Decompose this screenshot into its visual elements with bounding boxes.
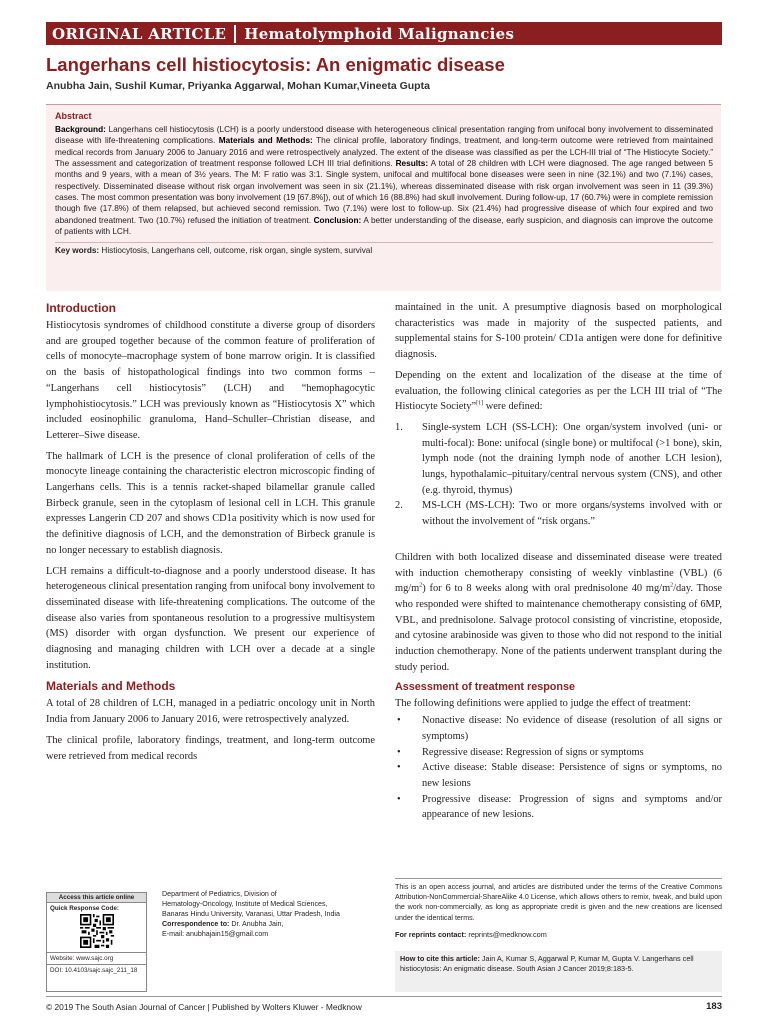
results-label: Results: <box>395 159 429 169</box>
list-number: 1. <box>395 421 403 433</box>
superscript: 2 <box>419 582 423 589</box>
page-number: 183 <box>706 1001 722 1012</box>
list-item <box>395 420 722 499</box>
email[interactable]: E-mail: anubhajain15@gmail.com <box>162 930 269 938</box>
list-text: Progressive disease: Progression of signs and symptoms and/or appearance of new lesions. <box>422 793 722 821</box>
qr-code-icon[interactable] <box>80 914 114 948</box>
open-access-notice: This is an open access journal, and articles are distributed under the terms of the Creative Commons Attribution-NonCommercial-ShareAlike 4.0 License, which allows others to remix, tweak, and build upon the work non-commercially, as long as appropriate credit is given and the new creations are licensed under the identical terms. <box>395 878 722 923</box>
doi[interactable]: DOI: 10.4103/sajc.sajc_211_18 <box>47 964 146 976</box>
treatment-text-a: Children with both localized disease and disseminated disease were treated with induction chemotherapy consisting of weekly vinblastine (VBL) (6 mg/m <box>395 551 722 595</box>
article-type: ORIGINAL ARTICLE <box>46 25 236 43</box>
methods-paragraph-2: The clinical profile, laboratory findings, treatment, and long-term outcome were retrieved from medical records <box>46 734 375 762</box>
copyright: © 2019 The South Asian Journal of Cancer | Published by Wolters Kluwer - Medknow <box>46 1002 362 1012</box>
intro-paragraph-2: The hallmark of LCH is the presence of clonal proliferation of cells of the monocyte lineage containing the characteristic electron microscopic finding of Langerhans cells. This is a tennis racket-shaped bilamellar granule called Birbeck granule, seen in the cytoplasm of lesional cell in LCH. This granule expresses Langerin CD 207 and shows CD1a positivity which is now used for the definitive diagnosis of LCH, and the demonstration of Birbeck granule is no longer necessary to establish diagnosis. <box>46 450 375 556</box>
cite-label: How to cite this article: <box>400 954 480 963</box>
keywords-label: Key words: <box>55 246 100 256</box>
results-text: A total of 28 children with LCH were diagnosed. The age ranged between 5 months and 9 years, with a mean of 3½ years. The M: F ratio was 3:1. Single system, unifocal and multifocal bone diseases were seen in nine (32.1%) and two (7.1%) cases, respectively. Disseminated disease without risk organ involvement was seen in six (21.1%), whereas disseminated disease with risk organ involvement was seen in 11 (39.3%) cases. The most common presentation was bony involvement (19 [67.8%]), out of which 16 (88.8%) had skull involvement. During follow-up, 17 (60.7%) were in complete remission though five (17.8%) of them relapsed, but achieved second remission. Two (7.1%) were lost to follow-up. Six (21.4%) had progressive disease of which four expired and two abandoned treatment. Two (10.7%) refused the initiation of treatment. <box>55 159 713 225</box>
page-footer <box>46 996 722 1019</box>
citation-ref[interactable]: [1] <box>476 400 484 407</box>
list-number: 2. <box>395 500 403 512</box>
list-item <box>395 498 722 529</box>
response-intro: The following definitions were applied to judge the effect of treatment: <box>395 698 691 710</box>
correspondence-name: Dr. Anubha Jain, <box>231 920 284 928</box>
categories-text: Depending on the extent and localization of the disease at the time of evaluation, the following clinical categories as per the LCH III trial of “The Histiocyte Society” <box>395 369 722 413</box>
access-online-box <box>46 892 147 992</box>
keywords-text: Histiocytosis, Langerhans cell, outcome, risk organ, single system, survival <box>101 246 373 256</box>
treatment-text-c: /day. Those who responded were shifted to maintenance chemotherapy consisting of 6MP, VBL, and prednisolone. Salvage protocol consisting of vincristine, etoposide, and cytosine arabinoside was given to those who did not respond to the initial induction chemotherapy. None of the patients underwent transplant during the study period. <box>395 583 722 673</box>
bullet: • <box>397 715 401 727</box>
reprints-contact <box>395 930 547 939</box>
methods-label: Materials and Methods: <box>218 136 313 146</box>
category-list <box>395 420 722 530</box>
keywords <box>55 242 713 255</box>
intro-paragraph-1: Histiocytosis syndromes of childhood constitute a diverse group of disorders and are grouped together because of the common feature of proliferation of cells of monocyte–macrophage system of bone marrow origin. It is classified on the basis of histopathological findings into two common forms – “Langerhans cell histiocytosis” (LCH) and “hemophagocytic lymphohistiocytosis.” LCH was previously known as “Histiocytosis X” which included eosinophilic granuloma, Hand–Schuller–Christian disease, and Letterer–Siwe disease. <box>46 320 375 441</box>
affiliation-line: Department of Pediatrics, Division of <box>162 890 277 898</box>
reprints-email[interactable]: reprints@medknow.com <box>468 930 547 939</box>
website[interactable]: Website: www.sajc.org <box>47 952 146 964</box>
article-title: Langerhans cell histiocytosis: An enigmatic disease <box>46 54 505 75</box>
left-column <box>46 300 375 769</box>
abstract-heading: Abstract <box>55 111 92 121</box>
reprints-label: For reprints contact: <box>395 930 467 939</box>
correspondence-label: Correspondence to: <box>162 920 230 928</box>
abstract-text <box>55 124 713 237</box>
list-item <box>395 760 722 791</box>
bullet: • <box>397 746 401 758</box>
list-text: Single-system LCH (SS-LCH): One organ/system involved (uni- or multi-focal): Bone: unifocal (single bone) or multifocal (>1 bone), skin, lymph node (not the draining lymph node of another LCH lesion), lungs, hypothalamic–pituitary/central nervous system (CNS), and other (e.g. thyroid, thymus) <box>422 421 722 496</box>
methods-heading: Materials and Methods <box>46 679 176 694</box>
categories-paragraph <box>395 368 722 415</box>
cite-text: Jain A, Kumar S, Aggarwal P, Kumar M, Gupta V. Langerhans cell histiocytosis: An enigmatic disease. South Asian J Cancer 2019;8:183-5. <box>400 954 694 974</box>
affiliation-line: Banaras Hindu University, Varanasi, Uttar Pradesh, India <box>162 910 340 918</box>
categories-text-end: were defined: <box>483 401 543 413</box>
right-column <box>395 300 722 829</box>
list-text: MS-LCH (MS-LCH): Two or more organs/systems involved with or without the involvement of “risk organs.” <box>422 500 722 528</box>
treatment-text-b: ) for 6 to 8 weeks along with oral prednisolone 40 mg/m <box>422 583 671 595</box>
introduction-heading: Introduction <box>46 301 116 315</box>
author-list: Anubha Jain, Sushil Kumar, Priyanka Aggarwal, Mohan Kumar,Vineeta Gupta <box>46 80 430 92</box>
bullet: • <box>397 762 401 774</box>
list-item <box>395 713 722 744</box>
methods-text: The clinical profile, laboratory findings, treatment, and long-term outcome were retrieved from maintained medical records from January 2006 to January 2016 and were retrospectively analyzed. The extent of the disease was classified as per the LCH-III trial of “The Histiocyte Society.” The assessment and categorization of treatment response followed LCH III trial definitions. <box>55 136 713 169</box>
affiliation-line: Hematology-Oncology, Institute of Medical Sciences, <box>162 900 328 908</box>
article-section: Hematolymphoid Malignancies <box>244 24 515 43</box>
list-text: Nonactive disease: No evidence of disease (resolution of all signs or symptoms) <box>422 715 722 742</box>
list-item <box>395 792 722 823</box>
response-heading: Assessment of treatment response <box>395 681 576 694</box>
diagnosis-paragraph: maintained in the unit. A presumptive diagnosis based on morphological characteristics was made in majority of the suspected patients, and supplemental stains for S-100 protein/ CD1a antigen were done for definitive diagnosis. <box>395 302 722 361</box>
treatment-paragraph <box>395 550 722 676</box>
background-label: Background: <box>55 125 106 134</box>
abstract-box <box>46 104 721 291</box>
bullet: • <box>397 793 401 805</box>
affiliation <box>162 889 382 939</box>
background-text: Langerhans cell histiocytosis (LCH) is a poorly understood disease with heterogeneous clinical presentation ranging from unifocal bony involvement to disseminated disease with life-threatening complications. <box>55 125 713 146</box>
access-heading: Access this article online <box>47 893 146 903</box>
response-list <box>395 713 722 823</box>
list-text: Regressive disease: Regression of signs or symptoms <box>422 746 644 758</box>
superscript: 2 <box>670 582 674 589</box>
qr-label: Quick Response Code: <box>50 905 119 912</box>
list-item <box>395 745 722 761</box>
citation-box <box>395 951 722 992</box>
methods-paragraph-1: A total of 28 children of LCH, managed in a pediatric oncology unit in North India from January 2006 to January 2016, were retrospectively analyzed. <box>46 698 375 726</box>
list-text: Active disease: Stable disease: Persistence of signs or symptoms, no new lesions <box>422 762 722 789</box>
conclusion-label: Conclusion: <box>313 215 362 225</box>
conclusion-text: A better understanding of the disease, early suspicion, and diagnosis can improve the outcome of patients with LCH. <box>55 215 714 237</box>
article-type-banner <box>46 22 722 45</box>
intro-paragraph-3: LCH remains a difficult-to-diagnose and a poorly understood disease. It has heterogeneous clinical presentation ranging from unifocal bony involvement to disseminated disease with life-threatening complications. The outcome of the disease also varies from spontaneous resolution to a progressive multisystem (MS) disorder with organ dysfunction. We present our experience of diagnosing and managing children with LCH over a decade at a single institution. <box>46 565 375 671</box>
correspondence <box>162 919 382 929</box>
